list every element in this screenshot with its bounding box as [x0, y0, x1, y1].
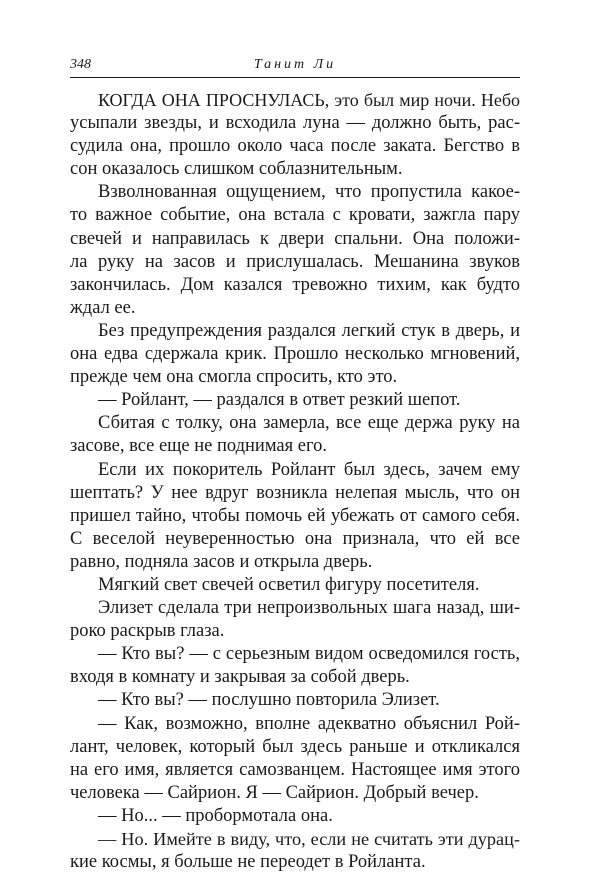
text-line: Если их покоритель Ройлант был здесь, зачем ему — [98, 459, 520, 480]
text-line: роко раскрыв глаза. — [70, 621, 225, 642]
header-rule — [70, 77, 520, 78]
text-line: КОГДА ОНА ПРОСНУЛАСЬ, это был мир ночи. Небо — [98, 90, 520, 110]
text-line: Элизет сделала три непроизвольных шага назад, ши- — [98, 598, 520, 619]
text-line: равно, подняла засов и открыла дверь. — [70, 551, 373, 572]
running-head-author: Танит Ли — [253, 57, 337, 72]
running-head — [70, 57, 520, 77]
text-line: — Кто вы? — послушно повторила Элизет. — [98, 690, 440, 711]
text-line: Без предупреждения раздался легкий стук в дверь, и — [98, 320, 520, 341]
text-line: закончилась. Дом казался тревожно тихим, как будто — [70, 274, 520, 295]
text-line: — Но... — пробормотала она. — [98, 805, 333, 826]
text-line: ждал ее. — [70, 297, 136, 318]
text-line: пришел тайно, чтобы помочь ей убежать от самого себя. — [70, 505, 520, 526]
text-line: входя в комнату и закрывая за собой дверь. — [70, 667, 410, 688]
text-line: сон оказалось слишком соблазнительным. — [70, 159, 403, 180]
body-text — [70, 89, 520, 874]
text-line: то важное событие, она встала с кровати, зажгла пару — [70, 205, 520, 226]
text-line: шептать? У нее вдруг возникла нелепая мысль, что он — [70, 482, 520, 503]
text-line: прежде чем она смогла спросить, кто это. — [70, 367, 398, 388]
text-line: свечей и направилась к двери спальни. Она положи- — [70, 228, 520, 249]
text-line: засове, все еще не поднимая его. — [70, 436, 327, 457]
page-number: 348 — [70, 57, 91, 72]
text-line: ла руку на засов и прислушалась. Мешанина звуков — [70, 251, 520, 272]
text-line: — Но. Имейте в виду, что, если не считать эти дурац- — [98, 829, 520, 849]
text-line: Сбитая с толку, она замерла, все еще держа руку на — [98, 413, 520, 434]
text-line: — Кто вы? — с серьезным видом осведомился гость, — [98, 644, 520, 665]
text-line: человека — Сайрион. Я — Сайрион. Добрый вечер. — [70, 782, 479, 803]
text-line: судила она, прошло около часа после заката. Бегство в — [70, 136, 520, 157]
text-line: на его имя, является самозванцем. Настоящее имя этого — [70, 759, 520, 780]
text-line: — Как, возможно, вполне адекватно объяснил Рой- — [98, 713, 520, 734]
text-line: С веселой неуверенностью она признала, что ей все — [70, 528, 520, 549]
text-line: Мягкий свет свечей осветил фигуру посетителя. — [98, 574, 480, 595]
text-line: она едва сдержала крик. Прошло несколько мгновений, — [70, 344, 520, 365]
text-line: лант, человек, который был здесь раньше и откликался — [70, 736, 520, 757]
text-line: — Ройлант, — раздался в ответ резкий шепот. — [98, 390, 461, 411]
text-line: кие космы, я больше не переодет в Ройланта. — [70, 852, 426, 873]
text-line: Взволнованная ощущением, что пропустила какое- — [98, 182, 520, 203]
text-line: усыпали звезды, и всходила луна — должно быть, рас- — [70, 113, 520, 134]
